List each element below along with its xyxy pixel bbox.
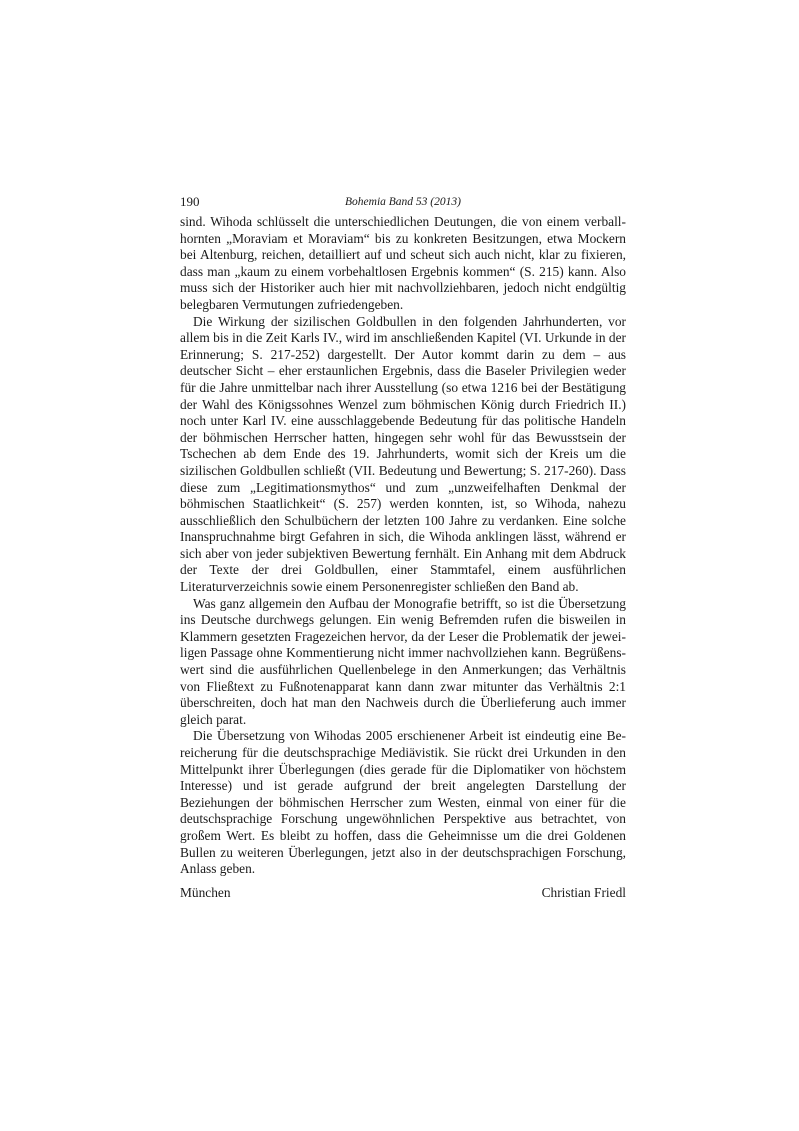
paragraph: Was ganz allgemein den Aufbau der Monografie betrifft, so ist die Übersetzung ins Deutsche durchwegs gelungen. Ein wenig Befremden rufen die bisweilen in Klammern gesetzten Fragezeichen hervor, da der Leser die Problematik der jeweiligen Passage ohne Kommentierung nicht immer nachvollziehen kann. Begrüßenswert sind die ausführlichen Quellenbelege in den Anmerkungen; das Verhältnis von Fließtext zu Fußnotenapparat kann dann zwar mitunter das Verhältnis 2:1 überschreiten, doch hat man den Nachweis durch die Überlieferung auch immer gleich parat.: [180, 595, 626, 727]
paragraph: sind. Wihoda schlüsselt die unterschiedlichen Deutungen, die von einem verballhornten „Moraviam et Moraviam“ bis zu konkreten Besitzungen, etwa Mockern bei Altenburg, reichen, detailliert auf und scheut sich auch nicht, klar zu fixieren, dass man „kaum zu einem vorbehaltlosen Ergebnis kommen“ (S. 215) kann. Also muss sich der Historiker auch hier mit nachvollziehbaren, jedoch nicht endgültig belegbaren Vermutungen zufriedengeben.: [180, 214, 626, 312]
journal-title: Bohemia Band 53 (2013): [345, 196, 461, 208]
signature-line: [180, 885, 626, 902]
signature-place: München: [180, 884, 231, 900]
signature-author: Christian Friedl: [541, 884, 626, 900]
paragraph: Die Wirkung der sizilischen Goldbullen in den folgenden Jahrhunderten, vor allem bis in die Zeit Karls IV., wird im anschließenden Kapitel (VI. Urkunde in der Erinnerung; S. 217-252) dargestellt. Der Autor kommt darin zu dem – aus deutscher Sicht – eher erstaunlichen Ergebnis, dass die Baseler Privilegien weder für die Jahre unmittelbar nach ihrer Ausstellung (so etwa 1216 bei der Bestätigung der Wahl des Königssohnes Wenzel zum böhmischen König durch Friedrich II.) noch unter Karl IV. eine ausschlaggebende Bedeutung für das politische Handeln der böhmischen Herrscher hatten, hingegen sehr wohl für das Bewusstsein der Tschechen ab dem Ende des 19. Jahrhunderts, womit sich der Kreis um die sizilischen Goldbullen schließt (VII. Bedeutung und Bewertung; S. 217-260). Dass diese zum „Legitimationsmythos“ und zum „unzweifelhaften Denkmal der böhmischen Staatlichkeit“ (S. 257) werden konnten, ist, so Wihoda, nahezu ausschließlich den Schulbüchern der letzten 100 Jahre zu verdanken. Eine solche Inanspruchnahme birgt Gefahren in sich, die Wihoda anklingen lässt, während er sich aber von jeder subjektiven Bewertung fernhält. Ein Anhang mit dem Abdruck der Texte der drei Goldbullen, einer Stammtafel, einem ausführlichen Literaturverzeichnis sowie einem Personenregister schließen den Band ab.: [180, 313, 626, 595]
paragraph: Die Übersetzung von Wihodas 2005 erschienener Arbeit ist eindeutig eine Bereicherung für die deutschsprachige Mediävistik. Sie rückt drei Urkunden in den Mittelpunkt ihrer Überlegungen (dies gerade für die Diplomatiker von höchstem Interesse) und ist gerade aufgrund der breit angelegten Darstellung der Beziehungen der böhmischen Herrscher zum Westen, einmal von einer für die deutschsprachige Forschung ungewöhnlichen Perspektive aus betrachtet, von großem Wert. Es bleibt zu hoffen, dass die Geheimnisse um die drei Goldenen Bullen zu weiteren Überlegungen, jetzt also in der deutschsprachigen Forschung, Anlass geben.: [180, 728, 626, 877]
review-body: [180, 214, 626, 878]
page-number: 190: [180, 194, 200, 209]
review-page: [180, 190, 626, 901]
running-head: [180, 190, 626, 214]
